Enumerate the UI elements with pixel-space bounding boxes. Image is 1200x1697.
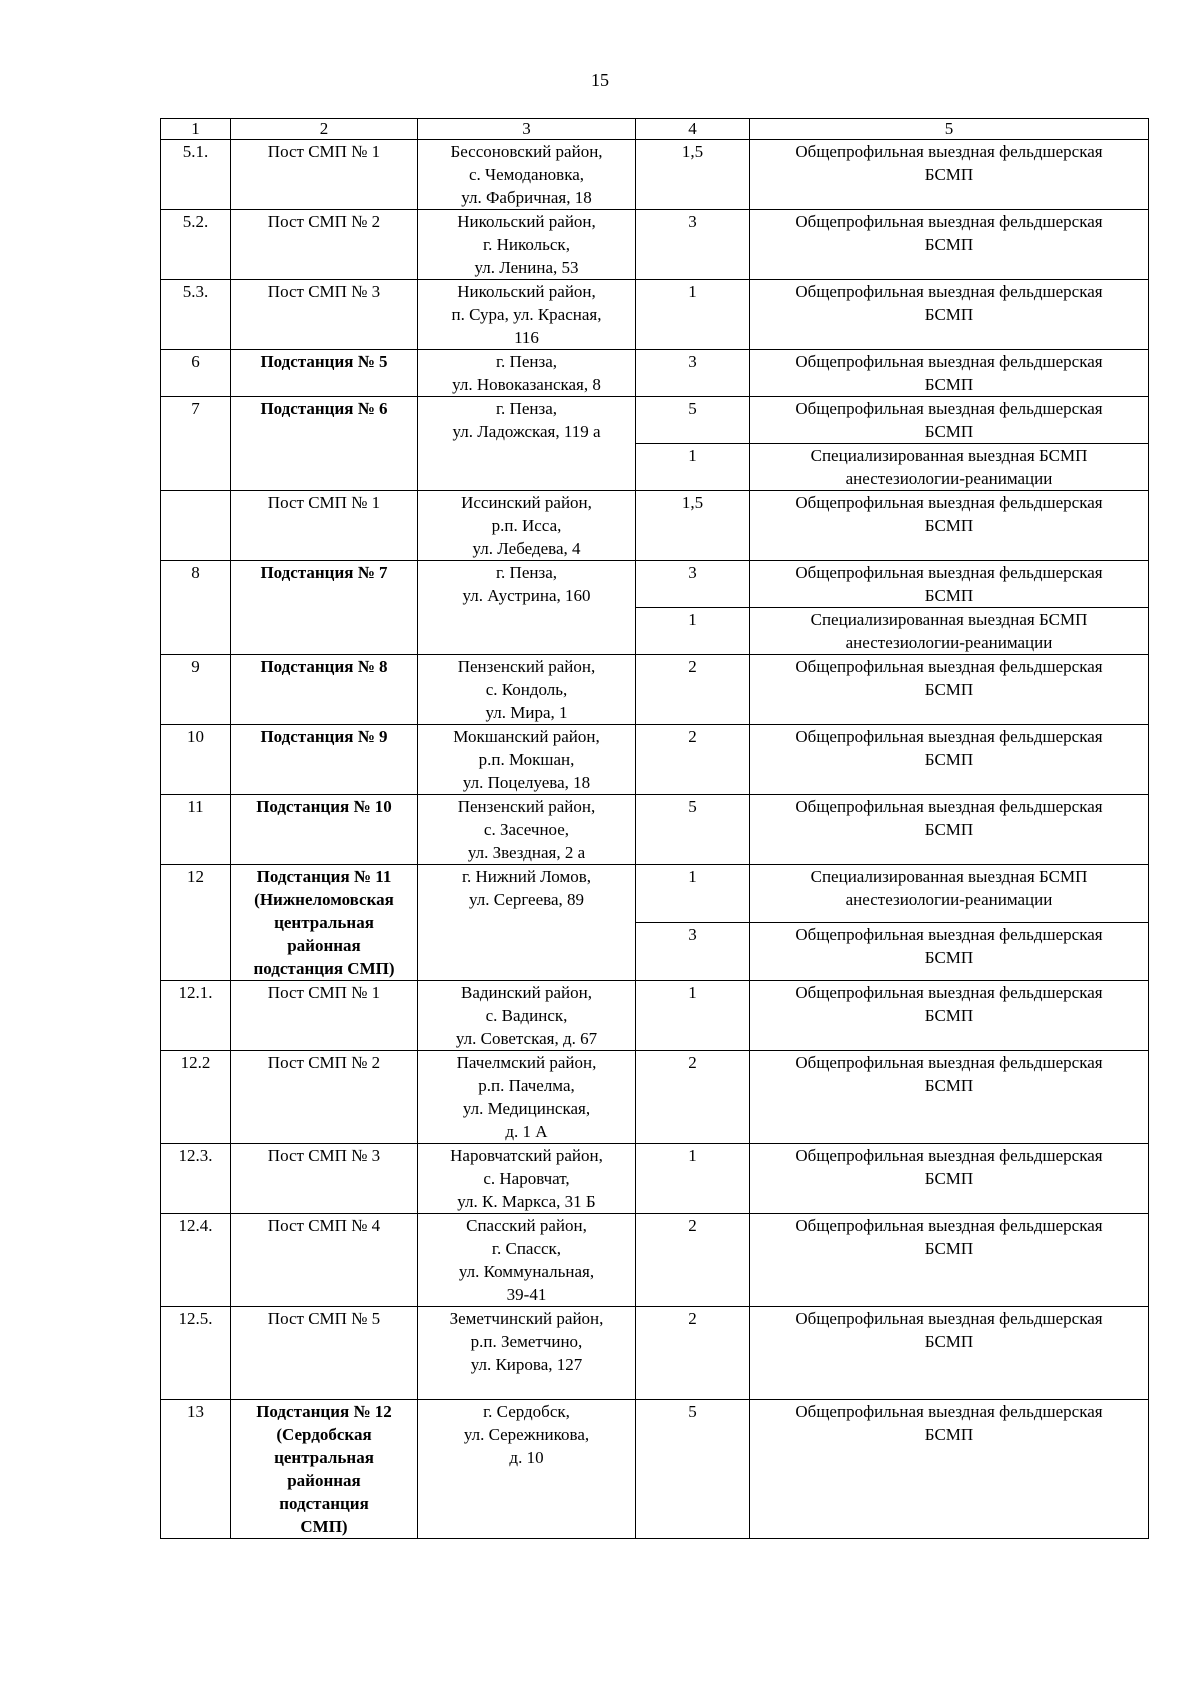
address-line: г. Пенза, [496, 563, 557, 582]
brigade-type-line: БСМП [924, 1006, 974, 1025]
cell-brigade-type [750, 795, 1149, 865]
unit-name-line: подстанция [279, 1494, 369, 1513]
unit-name-line: Пост СМП № 1 [267, 493, 381, 512]
brigade-type-line: Общепрофильная выездная фельдшерская [795, 1053, 1103, 1072]
brigade-type-line: Общепрофильная выездная фельдшерская [795, 1146, 1103, 1165]
cell-unit-name [231, 280, 418, 350]
table-row [161, 1307, 1149, 1400]
unit-name-line: (Нижнеломовская [254, 890, 394, 909]
address-line: с. Наровчат, [483, 1169, 570, 1188]
address-line: с. Кондоль, [485, 680, 568, 699]
address-line: Наровчатский район, [450, 1146, 603, 1165]
cell-brigade-type [750, 608, 1149, 655]
cell-number: 12.4. [161, 1214, 231, 1307]
cell-brigade-type [750, 1144, 1149, 1214]
unit-name-line: центральная [274, 913, 374, 932]
address-line: ул. Ладожская, 119 а [452, 422, 601, 441]
brigade-type-line: анестезиологии-реанимации [845, 890, 1053, 909]
cell-unit-name [231, 350, 418, 397]
address-line: д. 1 А [505, 1122, 548, 1141]
cell-brigade-type [750, 865, 1149, 923]
cell-number: 10 [161, 725, 231, 795]
cell-brigade-count: 2 [636, 1214, 750, 1307]
table-row [161, 1214, 1149, 1307]
address-line: ул. Ленина, 53 [474, 258, 579, 277]
table-row [161, 491, 1149, 561]
cell-brigade-count: 3 [636, 923, 750, 981]
cell-brigade-count: 2 [636, 655, 750, 725]
brigade-type-line: БСМП [924, 586, 974, 605]
cell-brigade-count: 1,5 [636, 491, 750, 561]
table-row [161, 140, 1149, 210]
brigade-type-line: БСМП [924, 422, 974, 441]
cell-unit-name [231, 491, 418, 561]
address-line: с. Вадинск, [485, 1006, 568, 1025]
brigade-type-line: БСМП [924, 1332, 974, 1351]
cell-address [418, 1144, 636, 1214]
cell-unit-name [231, 795, 418, 865]
brigade-type-line: БСМП [924, 948, 974, 967]
stations-table [160, 118, 1149, 1539]
cell-number: 8 [161, 561, 231, 655]
cell-address [418, 655, 636, 725]
cell-number: 7 [161, 397, 231, 491]
unit-name-line: районная [287, 936, 361, 955]
brigade-type-line: Общепрофильная выездная фельдшерская [795, 399, 1103, 418]
address-line: п. Сура, ул. Красная, [451, 305, 602, 324]
address-line: Пензенский район, [457, 657, 596, 676]
brigade-type-line: Специализированная выездная БСМП [810, 446, 1088, 465]
table-row [161, 210, 1149, 280]
cell-brigade-type [750, 397, 1149, 444]
address-line: Земетчинский район, [449, 1309, 604, 1328]
address-line: Мокшанский район, [453, 727, 600, 746]
cell-address [418, 397, 636, 491]
cell-address [418, 981, 636, 1051]
brigade-type-line: Общепрофильная выездная фельдшерская [795, 983, 1103, 1002]
cell-address [418, 725, 636, 795]
brigade-type-line: БСМП [924, 820, 974, 839]
cell-brigade-type [750, 350, 1149, 397]
cell-brigade-count: 2 [636, 1051, 750, 1144]
brigade-type-line: анестезиологии-реанимации [845, 633, 1053, 652]
address-line: с. Чемодановка, [468, 165, 585, 184]
address-line: Иссинский район, [461, 493, 592, 512]
unit-name-line: Подстанция № 6 [260, 399, 388, 418]
address-line: ул. Сережникова, [463, 1425, 590, 1444]
brigade-type-line: Общепрофильная выездная фельдшерская [795, 212, 1103, 231]
header-row [161, 119, 1149, 140]
cell-brigade-count: 3 [636, 210, 750, 280]
cell-address [418, 561, 636, 655]
brigade-type-line: Общепрофильная выездная фельдшерская [795, 352, 1103, 371]
header-cell: 4 [636, 119, 750, 140]
brigade-type-line: Специализированная выездная БСМП [810, 867, 1088, 886]
brigade-type-line: БСМП [924, 516, 974, 535]
cell-brigade-type [750, 280, 1149, 350]
address-line: ул. Новоказанская, 8 [452, 375, 601, 394]
cell-brigade-count: 5 [636, 795, 750, 865]
unit-name-line: Подстанция № 8 [260, 657, 388, 676]
address-line: р.п. Мокшан, [478, 750, 575, 769]
cell-brigade-type [750, 210, 1149, 280]
cell-brigade-count: 2 [636, 725, 750, 795]
cell-number: 11 [161, 795, 231, 865]
address-line: ул. Лебедева, 4 [472, 539, 581, 558]
address-line: ул. Сергеева, 89 [468, 890, 584, 909]
cell-number: 9 [161, 655, 231, 725]
unit-name-line: Пост СМП № 1 [267, 142, 381, 161]
address-line: ул. Фабричная, 18 [461, 188, 592, 207]
address-line: ул. К. Маркса, 31 Б [457, 1192, 596, 1211]
cell-brigade-count: 3 [636, 350, 750, 397]
cell-brigade-count: 1 [636, 280, 750, 350]
brigade-type-line: Общепрофильная выездная фельдшерская [795, 1309, 1103, 1328]
address-line: р.п. Пачелма, [478, 1076, 575, 1095]
cell-address [418, 350, 636, 397]
address-line: ул. Кирова, 127 [470, 1355, 583, 1374]
cell-address [418, 795, 636, 865]
address-line: г. Сердобск, [483, 1402, 570, 1421]
cell-brigade-count: 2 [636, 1307, 750, 1400]
unit-name-line: центральная [274, 1448, 374, 1467]
cell-number: 5.2. [161, 210, 231, 280]
cell-unit-name [231, 561, 418, 655]
cell-number: 12.3. [161, 1144, 231, 1214]
brigade-type-line: БСМП [924, 1076, 974, 1095]
cell-brigade-count: 1 [636, 608, 750, 655]
unit-name-line: Подстанция № 7 [260, 563, 388, 582]
header-cell: 1 [161, 119, 231, 140]
cell-brigade-type [750, 725, 1149, 795]
brigade-type-line: Общепрофильная выездная фельдшерская [795, 657, 1103, 676]
brigade-type-line: Общепрофильная выездная фельдшерская [795, 142, 1103, 161]
address-line: г. Пенза, [496, 352, 557, 371]
address-line: ул. Поцелуева, 18 [462, 773, 591, 792]
unit-name-line: Подстанция № 5 [260, 352, 388, 371]
cell-brigade-type [750, 923, 1149, 981]
unit-name-line: Подстанция № 9 [260, 727, 388, 746]
brigade-type-line: анестезиологии-реанимации [845, 469, 1053, 488]
table-row [161, 350, 1149, 397]
unit-name-line: подстанция СМП) [253, 959, 395, 978]
brigade-type-line: Общепрофильная выездная фельдшерская [795, 1402, 1103, 1421]
unit-name-line: Пост СМП № 2 [267, 1053, 381, 1072]
table-row [161, 655, 1149, 725]
cell-brigade-type [750, 981, 1149, 1051]
cell-number: 5.3. [161, 280, 231, 350]
unit-name-line: Пост СМП № 3 [267, 1146, 381, 1165]
cell-address [418, 210, 636, 280]
brigade-type-line: БСМП [924, 680, 974, 699]
cell-brigade-type [750, 491, 1149, 561]
cell-brigade-type [750, 1307, 1149, 1400]
cell-address [418, 1051, 636, 1144]
cell-unit-name [231, 725, 418, 795]
cell-unit-name [231, 981, 418, 1051]
table-row [161, 1051, 1149, 1144]
cell-number: 12.2 [161, 1051, 231, 1144]
table-row [161, 1144, 1149, 1214]
cell-unit-name [231, 1214, 418, 1307]
address-line: Бессоновский район, [450, 142, 603, 161]
brigade-type-line: Общепрофильная выездная фельдшерская [795, 727, 1103, 746]
unit-name-line: Пост СМП № 4 [267, 1216, 381, 1235]
cell-number: 6 [161, 350, 231, 397]
cell-brigade-count: 1 [636, 1144, 750, 1214]
cell-address [418, 1400, 636, 1539]
cell-unit-name [231, 1400, 418, 1539]
cell-number: 12 [161, 865, 231, 981]
table-row [161, 865, 1149, 923]
address-line: ул. Медицинская, [462, 1099, 591, 1118]
cell-address [418, 1307, 636, 1400]
cell-number: 13 [161, 1400, 231, 1539]
brigade-type-line: Общепрофильная выездная фельдшерская [795, 925, 1103, 944]
cell-brigade-count: 1,5 [636, 140, 750, 210]
unit-name-line: Подстанция № 11 [256, 867, 392, 886]
cell-unit-name [231, 655, 418, 725]
cell-unit-name [231, 140, 418, 210]
brigade-type-line: Общепрофильная выездная фельдшерская [795, 563, 1103, 582]
header-cell: 2 [231, 119, 418, 140]
brigade-type-line: БСМП [924, 305, 974, 324]
address-line: г. Пенза, [496, 399, 557, 418]
address-line: 39-41 [506, 1285, 547, 1304]
unit-name-line: Пост СМП № 3 [267, 282, 381, 301]
cell-brigade-count: 1 [636, 865, 750, 923]
table-row [161, 725, 1149, 795]
cell-unit-name [231, 865, 418, 981]
cell-number: 12.1. [161, 981, 231, 1051]
address-line: ул. Советская, д. 67 [455, 1029, 598, 1048]
cell-number [161, 491, 231, 561]
address-line: Спасский район, [466, 1216, 587, 1235]
cell-brigade-count: 5 [636, 1400, 750, 1539]
cell-address [418, 280, 636, 350]
brigade-type-line: БСМП [924, 235, 974, 254]
cell-brigade-type [750, 140, 1149, 210]
address-line: д. 10 [509, 1448, 544, 1467]
unit-name-line: Пост СМП № 1 [267, 983, 381, 1002]
address-line: р.п. Земетчино, [470, 1332, 583, 1351]
brigade-type-line: Общепрофильная выездная фельдшерская [795, 797, 1103, 816]
address-line: Пачелмский район, [456, 1053, 597, 1072]
brigade-type-line: Общепрофильная выездная фельдшерская [795, 282, 1103, 301]
table-row [161, 280, 1149, 350]
cell-brigade-count: 1 [636, 981, 750, 1051]
unit-name-line: СМП) [300, 1517, 348, 1536]
cell-brigade-type [750, 1214, 1149, 1307]
address-line: ул. Коммунальная, [458, 1262, 595, 1281]
brigade-type-line: БСМП [924, 165, 974, 184]
cell-address [418, 1214, 636, 1307]
unit-name-line: Пост СМП № 2 [267, 212, 381, 231]
cell-brigade-type [750, 561, 1149, 608]
table-row [161, 981, 1149, 1051]
brigade-type-line: БСМП [924, 750, 974, 769]
cell-unit-name [231, 210, 418, 280]
unit-name-line: Пост СМП № 5 [267, 1309, 381, 1328]
address-line: ул. Звездная, 2 а [467, 843, 586, 862]
cell-address [418, 865, 636, 981]
cell-number: 5.1. [161, 140, 231, 210]
address-line: ул. Мира, 1 [485, 703, 568, 722]
brigade-type-line: Общепрофильная выездная фельдшерская [795, 493, 1103, 512]
unit-name-line: Подстанция № 12 [256, 1402, 392, 1421]
cell-brigade-type [750, 655, 1149, 725]
brigade-type-line: БСМП [924, 1169, 974, 1188]
address-line: Никольский район, [457, 282, 596, 301]
cell-brigade-type [750, 1400, 1149, 1539]
cell-brigade-count: 1 [636, 444, 750, 491]
address-line: г. Никольск, [483, 235, 570, 254]
cell-number: 12.5. [161, 1307, 231, 1400]
address-line: 116 [514, 328, 539, 347]
cell-unit-name [231, 1307, 418, 1400]
address-line: с. Засечное, [483, 820, 570, 839]
unit-name-line: (Сердобская [276, 1425, 372, 1444]
table-row [161, 561, 1149, 608]
brigade-type-line: БСМП [924, 1239, 974, 1258]
header-cell: 5 [750, 119, 1149, 140]
cell-unit-name [231, 1051, 418, 1144]
address-line: г. Нижний Ломов, [461, 867, 592, 886]
brigade-type-line: БСМП [924, 1425, 974, 1444]
address-line: р.п. Исса, [491, 516, 562, 535]
header-cell: 3 [418, 119, 636, 140]
brigade-type-line: Общепрофильная выездная фельдшерская [795, 1216, 1103, 1235]
address-line: г. Спасск, [491, 1239, 562, 1258]
unit-name-line: районная [287, 1471, 361, 1490]
table-row [161, 397, 1149, 444]
cell-brigade-count: 5 [636, 397, 750, 444]
cell-unit-name [231, 1144, 418, 1214]
address-line: Вадинский район, [461, 983, 592, 1002]
cell-address [418, 491, 636, 561]
table-row [161, 1400, 1149, 1539]
address-line: Пензенский район, [457, 797, 596, 816]
cell-address [418, 140, 636, 210]
cell-brigade-type [750, 1051, 1149, 1144]
address-line: ул. Аустрина, 160 [462, 586, 591, 605]
cell-unit-name [231, 397, 418, 491]
table-row [161, 795, 1149, 865]
cell-brigade-type [750, 444, 1149, 491]
address-line: Никольский район, [457, 212, 596, 231]
unit-name-line: Подстанция № 10 [256, 797, 392, 816]
brigade-type-line: БСМП [924, 375, 974, 394]
cell-brigade-count: 3 [636, 561, 750, 608]
brigade-type-line: Специализированная выездная БСМП [810, 610, 1088, 629]
page-number: 15 [591, 70, 609, 90]
